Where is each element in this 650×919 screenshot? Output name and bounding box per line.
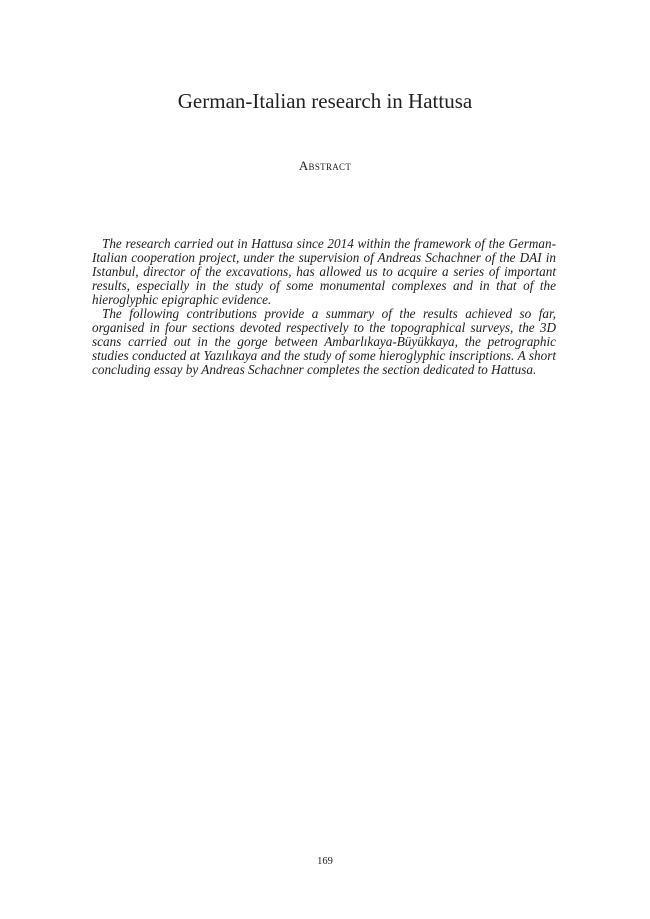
abstract-heading: Abstract bbox=[298, 158, 352, 173]
abstract-paragraph-1: The research carried out in Hattusa since 2014 within the framework of the German-Italian cooperation project, under the supervision of Andreas Schachner of the DAI in Istanbul, director of the excavations, has allowed us to acquire a series of important results, especially in the study of some monumental complexes and in that of the hieroglyphic epigraphic evidence. bbox=[92, 236, 556, 307]
page-number: 169 bbox=[317, 856, 333, 867]
article-title: German-Italian research in Hattusa bbox=[177, 89, 473, 113]
abstract-body bbox=[92, 237, 556, 377]
abstract-paragraph-2: The following contributions provide a summary of the results achieved so far, organised in four sections devoted respectively to the topographical surveys, the 3D scans carried out in the gorge between Ambarlıkaya-Büyükkaya, the petrographic studies conducted at Yazılıkaya and the study of some hieroglyphic inscriptions. A short concluding essay by Andreas Schachner completes the section dedicated to Hattusa. bbox=[92, 306, 556, 377]
